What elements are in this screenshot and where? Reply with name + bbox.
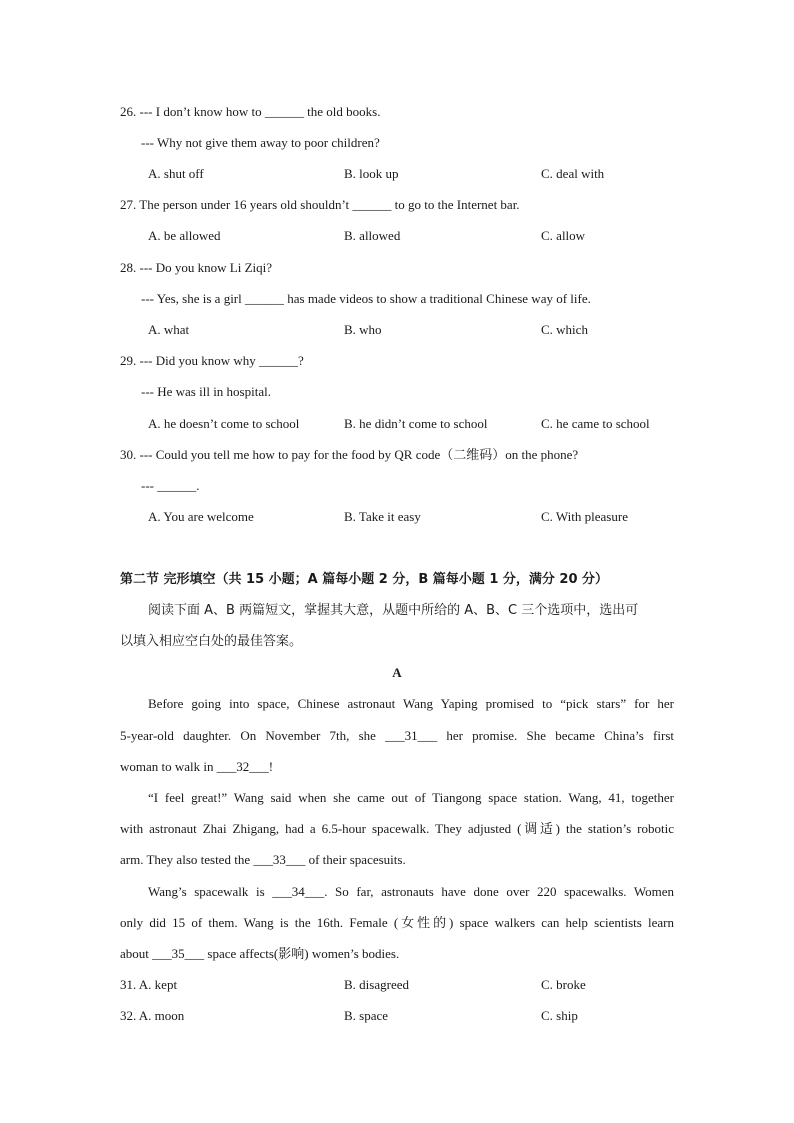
passage-p1-line-2: 5-year-old daughter. On November 7th, she ___31___ her promise. She became China’s first	[120, 728, 674, 743]
q30-reply: --- ______.	[141, 478, 200, 493]
passage-p1-line-1: Before going into space, Chinese astronaut Wang Yaping promised to “pick stars” for her	[148, 696, 674, 711]
q28-reply: --- Yes, she is a girl ______ has made videos to show a traditional Chinese way of life.	[141, 291, 591, 306]
passage-p3-line-3: about ___35___ space affects(影响) women’s bodies.	[120, 946, 400, 961]
passage-p2-line-3: arm. They also tested the ___33___ of their spacesuits.	[120, 852, 406, 867]
q26-reply: --- Why not give them away to poor children?	[141, 135, 380, 150]
instruction-line-2: 以填入相应空白处的最佳答案。	[120, 634, 303, 649]
q30-option-b: B. Take it easy	[344, 509, 421, 524]
q27-option-b: B. allowed	[344, 228, 401, 243]
q26-stem: 26. --- I don’t know how to ______ the old books.	[120, 104, 381, 119]
passage-p3-line-1: Wang’s spacewalk is ___34___. So far, astronauts have done over 220 spacewalks. Women	[148, 884, 674, 899]
instruction-line-1: 阅读下面 A、B 两篇短文，掌握其大意，从题中所给的 A、B、C 三个选项中，选出可	[148, 603, 639, 618]
q31-option-c: C. broke	[541, 977, 586, 992]
section-heading: 第二节 完形填空（共 15 小题；A 篇每小题 2 分，B 篇每小题 1 分，满分 20 分）	[120, 572, 609, 587]
q30-option-c: C. With pleasure	[541, 509, 628, 524]
q26-option-c: C. deal with	[541, 166, 605, 181]
passage-p3-line-2: only did 15 of them. Wang is the 16th. Female (女性的) space walkers can help scientists learn	[120, 915, 674, 930]
q32-option-c: C. ship	[541, 1008, 578, 1023]
passage-p2-line-2: with astronaut Zhai Zhigang, had a 6.5-hour spacewalk. They adjusted (调适) the station’s robotic	[120, 821, 674, 836]
q30-option-a: A. You are welcome	[148, 509, 254, 524]
q31-option-b: B. disagreed	[344, 977, 409, 992]
q28-option-c: C. which	[541, 322, 588, 337]
q26-option-b: B. look up	[344, 166, 399, 181]
q28-option-a: A. what	[148, 322, 190, 337]
passage-label: A	[392, 665, 402, 680]
passage-p2-line-1: “I feel great!” Wang said when she came out of Tiangong space station. Wang, 41, together	[148, 790, 674, 805]
q27-stem: 27. The person under 16 years old shouldn’t ______ to go to the Internet bar.	[120, 197, 520, 212]
q29-reply: --- He was ill in hospital.	[141, 384, 271, 399]
q27-option-c: C. allow	[541, 228, 586, 243]
q27-option-a: A. be allowed	[148, 228, 221, 243]
q32-option-a: 32. A. moon	[120, 1008, 185, 1023]
q29-stem: 29. --- Did you know why ______?	[120, 353, 304, 368]
passage-p1-line-3: woman to walk in ___32___!	[120, 759, 274, 774]
q28-option-b: B. who	[344, 322, 382, 337]
q29-option-c: C. he came to school	[541, 416, 650, 431]
q26-option-a: A. shut off	[148, 166, 204, 181]
q32-option-b: B. space	[344, 1008, 389, 1023]
q29-option-b: B. he didn’t come to school	[344, 416, 488, 431]
q28-stem: 28. --- Do you know Li Ziqi?	[120, 260, 273, 275]
q30-stem: 30. --- Could you tell me how to pay for the food by QR code（二维码）on the phone?	[120, 447, 579, 462]
q29-option-a: A. he doesn’t come to school	[148, 416, 300, 431]
q31-option-a: 31. A. kept	[120, 977, 178, 992]
